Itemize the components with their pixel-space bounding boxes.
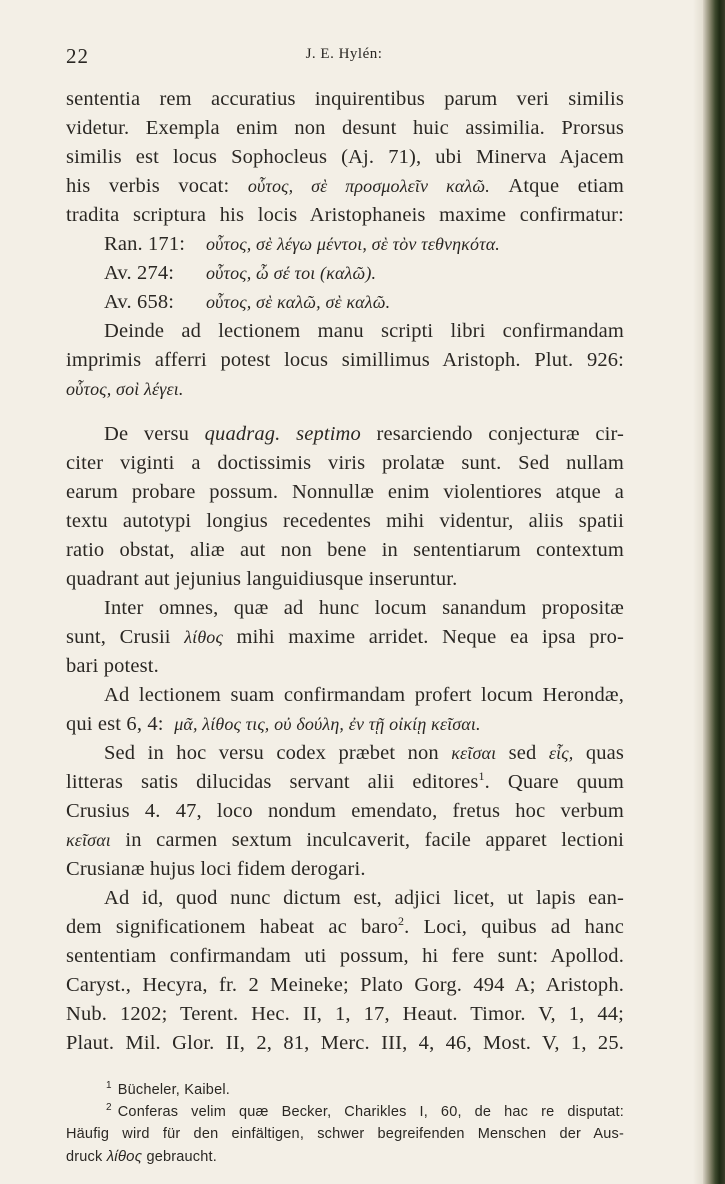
- text-line: textu autotypi longius recedentes mihi videntur, aliis spatii: [66, 510, 624, 532]
- text-line: sunt, Crusii λίθος mihi maxime arridet. Neque ea ipsa pro-: [66, 626, 624, 648]
- greek-quote: λίθος: [184, 627, 223, 647]
- footnote-1: $^1$ Bücheler, Kaibel.: [106, 1080, 230, 1098]
- text-line: qui est 6, 4: μᾶ, λίθος τις, οὐ δούλη, ἐν τῇ οἰκίῃ κεῖσαι.: [66, 713, 481, 735]
- text-line: ratio obstat, aliæ aut non bene in sententiarum contextum: [66, 539, 624, 561]
- text-line: bari potest.: [66, 655, 159, 677]
- text-line: Deinde ad lectionem manu scripti libri confirmandam: [104, 320, 624, 342]
- text-line: Caryst., Hecyra, fr. 2 Meineke; Plato Gorg. 494 A; Aristoph.: [66, 974, 624, 996]
- text-line: Ad lectionem suam confirmandam profert locum Herondæ,: [104, 684, 624, 706]
- text-line: sententiam confirmandam uti possum, hi fere sunt: Apollod.: [66, 945, 624, 967]
- book-spine-edge: [703, 0, 725, 1184]
- text-line: κεῖσαι in carmen sextum inculcaverit, facile apparet lectioni: [66, 829, 624, 851]
- text-line: quadrant aut jejunius languidiusque inseruntur.: [66, 568, 458, 590]
- text-line: sententia rem accuratius inquirentibus parum veri similis: [66, 88, 624, 110]
- footnote-2: $^2$ Conferas velim quæ Becker, Charikles I, 60, de hac re disputat:: [106, 1102, 624, 1120]
- text-line: Crusius 4. 47, loco nondum emendato, fretus hoc verbum: [66, 800, 624, 822]
- citation-line: Av. 658: οὗτος, σὲ καλῶ, σὲ καλῶ.: [104, 291, 391, 313]
- running-head: J. E. Hylén:: [305, 46, 383, 62]
- footnote-ref: 1: [478, 769, 485, 784]
- text-line: Sed in hoc versu codex præbet non κεῖσαι sed εἷς, quas: [104, 742, 625, 764]
- greek-quote: οὗτος, σὲ προσμολεῖν καλῶ.: [247, 176, 490, 196]
- text-line: Ad id, quod nunc dictum est, adjici licet, ut lapis ean-: [104, 887, 624, 909]
- text-line: Inter omnes, quæ ad hunc locum sanandum propositæ: [104, 597, 624, 619]
- text-line: dem significationem habeat ac baro$^2$. Loci, quibus ad hanc: [66, 914, 624, 938]
- text-line: [66, 378, 624, 401]
- text-line: tradita scriptura his locis Aristophaneis maxime confirmatur:: [66, 204, 624, 226]
- text-line: citer viginti a doctissimis viris prolatæ sunt. Sed nullam: [66, 452, 624, 474]
- page-header: [66, 44, 622, 68]
- citation-line: Ran. 171: οὗτος, σὲ λέγω μέντοι, σὲ τὸν τεθνηκότα.: [104, 233, 500, 255]
- text-line: his verbis vocat: οὗτος, σὲ προσμολεῖν καλῶ. Atque etiam: [66, 175, 624, 197]
- greek-quote: οὗτος, σὲ καλῶ, σὲ καλῶ.: [206, 292, 391, 312]
- greek-quote: οὗτος, σοὶ λέγει.: [66, 379, 184, 399]
- text-line: Crusianæ hujus loci fidem derogari.: [66, 858, 366, 880]
- citation-line: Av. 274: οὗτος, ὦ σέ τοι (καλῶ).: [104, 262, 377, 284]
- footnote-2-line: druck λίθος gebraucht.: [66, 1148, 217, 1165]
- text-line: imprimis afferri potest locus simillimus Aristoph. Plut. 926:: [66, 349, 624, 371]
- greek-quote: οὗτος, ὦ σέ τοι (καλῶ).: [206, 263, 377, 283]
- text-line: De versu quadrag. septimo resarciendo conjecturæ cir-: [104, 423, 625, 445]
- text-line: Plaut. Mil. Glor. II, 2, 81, Merc. III, 4, 46, Most. V, 1, 25.: [66, 1032, 624, 1054]
- greek-quote: οὗτος, σὲ λέγω μέντοι, σὲ τὸν τεθνηκότα.: [206, 234, 500, 254]
- text-line: earum probare possum. Nonnullæ enim violentiores atque a: [66, 481, 624, 503]
- text-line: litteras satis dilucidas servant alii editores$^1$. Quare quum: [66, 769, 625, 793]
- text-line: videtur. Exempla enim non desunt huic assimilia. Prorsus: [66, 117, 624, 139]
- footnote-ref: 2: [398, 914, 405, 929]
- page-number: 22: [66, 44, 89, 68]
- text-line: similis est locus Sophocleus (Aj. 71), ubi Minerva Ajacem: [66, 146, 624, 168]
- footnote-2-line: Häufig wird für den einfältigen, schwer begreifenden Menschen der Aus-: [66, 1126, 624, 1142]
- greek-quote: μᾶ, λίθος τις, οὐ δούλη, ἐν τῇ οἰκίῃ κεῖσαι.: [174, 714, 481, 734]
- text-line: Nub. 1202; Terent. Hec. II, 1, 17, Heaut. Timor. V, 1, 44;: [66, 1003, 624, 1025]
- page-shadow: [693, 0, 703, 1184]
